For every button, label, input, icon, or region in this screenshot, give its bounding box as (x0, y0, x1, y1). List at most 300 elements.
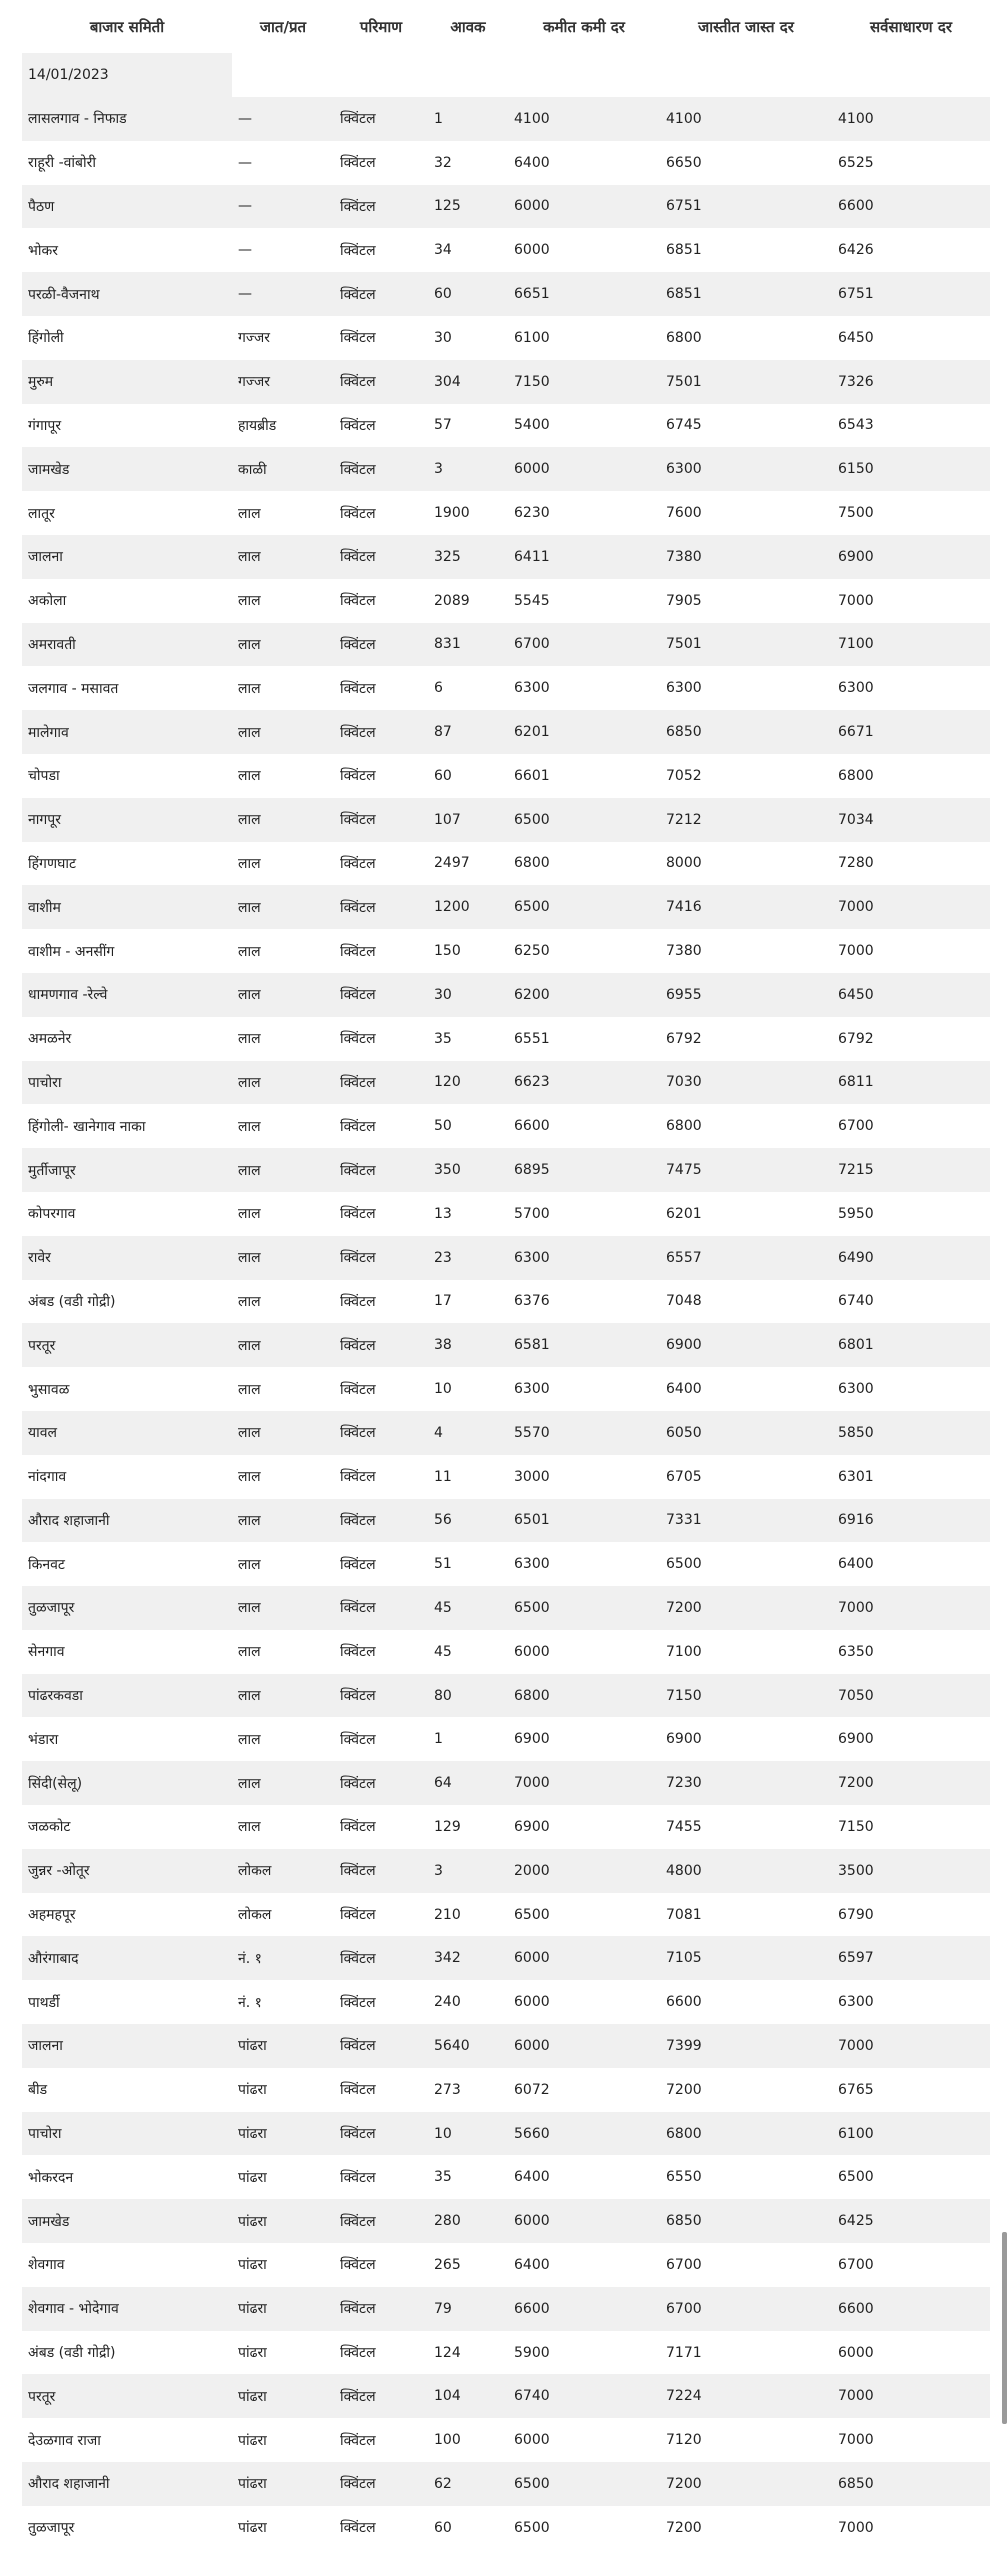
modal-rate-cell: 7000 (832, 2024, 990, 2068)
min-rate-cell: 5900 (508, 2331, 660, 2375)
max-rate-cell: 6900 (660, 1717, 832, 1761)
unit-cell: क्विंटल (334, 929, 428, 973)
min-rate-cell: 6000 (508, 1936, 660, 1980)
modal-rate-cell: 6525 (832, 141, 990, 185)
modal-rate-cell: 6916 (832, 1499, 990, 1543)
date-cell: 14/01/2023 (22, 53, 232, 97)
arrival-cell: 100 (428, 2418, 508, 2462)
unit-cell: क्विंटल (334, 2155, 428, 2199)
modal-rate-cell: 6543 (832, 404, 990, 448)
arrival-cell: 3 (428, 1849, 508, 1893)
unit-cell: क्विंटल (334, 2462, 428, 2506)
max-rate-cell: 7171 (660, 2331, 832, 2375)
market-cell: अकोला (22, 579, 232, 623)
unit-cell: क्विंटल (334, 228, 428, 272)
min-rate-cell: 6072 (508, 2068, 660, 2112)
min-rate-cell: 6623 (508, 1061, 660, 1105)
modal-rate-cell: 6300 (832, 666, 990, 710)
modal-rate-cell: 6600 (832, 2287, 990, 2331)
arrival-cell: 129 (428, 1805, 508, 1849)
modal-rate-cell: 6700 (832, 2243, 990, 2287)
unit-cell: क्विंटल (334, 316, 428, 360)
variety-cell: लाल (232, 929, 334, 973)
min-rate-cell: 6000 (508, 2418, 660, 2462)
table-row (22, 710, 990, 754)
table-header-row (22, 0, 990, 53)
table-row (22, 491, 990, 535)
min-rate-cell: 6100 (508, 316, 660, 360)
variety-cell: लाल (232, 491, 334, 535)
table-row (22, 2331, 990, 2375)
modal-rate-cell: 7100 (832, 623, 990, 667)
market-cell: जालना (22, 535, 232, 579)
table-row (22, 447, 990, 491)
min-rate-cell: 6651 (508, 272, 660, 316)
table-row (22, 1017, 990, 1061)
arrival-cell: 38 (428, 1323, 508, 1367)
min-rate-cell: 6800 (508, 842, 660, 886)
table-row (22, 2199, 990, 2243)
table-row (22, 754, 990, 798)
unit-cell: क्विंटल (334, 2287, 428, 2331)
max-rate-cell: 7501 (660, 623, 832, 667)
min-rate-cell: 6740 (508, 2374, 660, 2418)
market-rates-table (22, 0, 990, 2550)
modal-rate-cell: 6751 (832, 272, 990, 316)
modal-rate-cell: 6450 (832, 316, 990, 360)
variety-cell: लाल (232, 1192, 334, 1236)
min-rate-cell: 6000 (508, 185, 660, 229)
market-cell: बीड (22, 2068, 232, 2112)
modal-rate-cell: 6400 (832, 1542, 990, 1586)
unit-cell: क्विंटल (334, 2024, 428, 2068)
market-cell: जामखेड (22, 447, 232, 491)
min-rate-cell: 5660 (508, 2112, 660, 2156)
variety-cell: लाल (232, 1061, 334, 1105)
arrival-cell: 210 (428, 1893, 508, 1937)
modal-rate-cell: 6900 (832, 1717, 990, 1761)
table-row (22, 141, 990, 185)
market-cell: पाचोरा (22, 2112, 232, 2156)
arrival-cell: 240 (428, 1980, 508, 2024)
min-rate-cell: 6000 (508, 1980, 660, 2024)
max-rate-cell: 7081 (660, 1893, 832, 1937)
unit-cell: क्विंटल (334, 2418, 428, 2462)
table-row (22, 185, 990, 229)
unit-cell: क्विंटल (334, 1104, 428, 1148)
modal-rate-cell: 6100 (832, 2112, 990, 2156)
market-cell: चोपडा (22, 754, 232, 798)
max-rate-cell: 6050 (660, 1411, 832, 1455)
min-rate-cell: 6250 (508, 929, 660, 973)
unit-cell: क्विंटल (334, 535, 428, 579)
min-rate-cell: 6501 (508, 1499, 660, 1543)
variety-cell: नं. १ (232, 1936, 334, 1980)
market-cell: हिंगोली- खानेगाव नाका (22, 1104, 232, 1148)
market-cell: अहमहपूर (22, 1893, 232, 1937)
unit-cell: क्विंटल (334, 1236, 428, 1280)
max-rate-cell: 4800 (660, 1849, 832, 1893)
unit-cell: क्विंटल (334, 1411, 428, 1455)
arrival-cell: 107 (428, 798, 508, 842)
table-row (22, 1542, 990, 1586)
min-rate-cell: 6700 (508, 623, 660, 667)
modal-rate-cell: 6790 (832, 1893, 990, 1937)
modal-rate-cell: 5850 (832, 1411, 990, 1455)
min-rate-cell: 3000 (508, 1455, 660, 1499)
arrival-cell: 45 (428, 1630, 508, 1674)
arrival-cell: 1 (428, 1717, 508, 1761)
variety-cell: काळी (232, 447, 334, 491)
modal-rate-cell: 6500 (832, 2155, 990, 2199)
unit-cell: क्विंटल (334, 842, 428, 886)
market-cell: लातूर (22, 491, 232, 535)
variety-cell: पांढरा (232, 2155, 334, 2199)
min-rate-cell: 6581 (508, 1323, 660, 1367)
variety-cell: लाल (232, 1236, 334, 1280)
min-rate-cell: 6201 (508, 710, 660, 754)
unit-cell: क्विंटल (334, 2199, 428, 2243)
modal-rate-cell: 6150 (832, 447, 990, 491)
max-rate-cell: 6900 (660, 1323, 832, 1367)
variety-cell: पांढरा (232, 2418, 334, 2462)
min-rate-cell: 6000 (508, 447, 660, 491)
market-cell: सिंदी(सेलू) (22, 1761, 232, 1805)
table-row (22, 1849, 990, 1893)
unit-cell: क्विंटल (334, 491, 428, 535)
market-cell: किनवट (22, 1542, 232, 1586)
table-row (22, 1148, 990, 1192)
market-cell: यावल (22, 1411, 232, 1455)
min-rate-cell: 6000 (508, 228, 660, 272)
header-market-committee: बाजार समिती (89, 17, 165, 36)
table-row (22, 1980, 990, 2024)
max-rate-cell: 6850 (660, 2199, 832, 2243)
table-row (22, 2418, 990, 2462)
variety-cell: पांढरा (232, 2462, 334, 2506)
unit-cell: क्विंटल (334, 2506, 428, 2550)
variety-cell: लाल (232, 754, 334, 798)
table-row (22, 2287, 990, 2331)
min-rate-cell: 6500 (508, 798, 660, 842)
max-rate-cell: 6500 (660, 1542, 832, 1586)
variety-cell: लाल (232, 1586, 334, 1630)
modal-rate-cell: 6597 (832, 1936, 990, 1980)
scrollbar-thumb[interactable] (1002, 2232, 1007, 2424)
max-rate-cell: 7200 (660, 1586, 832, 1630)
market-cell: अमळनेर (22, 1017, 232, 1061)
modal-rate-cell: 6800 (832, 754, 990, 798)
max-rate-cell: 7105 (660, 1936, 832, 1980)
modal-rate-cell: 7000 (832, 929, 990, 973)
arrival-cell: 23 (428, 1236, 508, 1280)
min-rate-cell: 6000 (508, 1630, 660, 1674)
unit-cell: क्विंटल (334, 2374, 428, 2418)
header-modal-rate: सर्वसाधारण दर (870, 17, 952, 36)
min-rate-cell: 6500 (508, 1893, 660, 1937)
variety-cell: पांढरा (232, 2112, 334, 2156)
table-row (22, 1893, 990, 1937)
modal-rate-cell: 6671 (832, 710, 990, 754)
table-row (22, 535, 990, 579)
modal-rate-cell: 3500 (832, 1849, 990, 1893)
unit-cell: क्विंटल (334, 885, 428, 929)
max-rate-cell: 7380 (660, 535, 832, 579)
table-row (22, 316, 990, 360)
min-rate-cell: 6500 (508, 885, 660, 929)
header-variety: जात/प्रत (259, 17, 307, 36)
unit-cell: क्विंटल (334, 798, 428, 842)
arrival-cell: 45 (428, 1586, 508, 1630)
max-rate-cell: 6751 (660, 185, 832, 229)
table-row (22, 1236, 990, 1280)
max-rate-cell: 6745 (660, 404, 832, 448)
modal-rate-cell: 7500 (832, 491, 990, 535)
unit-cell: क्विंटल (334, 973, 428, 1017)
unit-cell: क्विंटल (334, 1192, 428, 1236)
arrival-cell: 79 (428, 2287, 508, 2331)
table-row (22, 842, 990, 886)
modal-rate-cell: 7000 (832, 2506, 990, 2550)
market-cell: जुन्नर -ओतूर (22, 1849, 232, 1893)
table-row (22, 2155, 990, 2199)
table-body (22, 53, 990, 2550)
arrival-cell: 273 (428, 2068, 508, 2112)
variety-cell: पांढरा (232, 2506, 334, 2550)
variety-cell: लाल (232, 1367, 334, 1411)
min-rate-cell: 6600 (508, 1104, 660, 1148)
modal-rate-cell: 6600 (832, 185, 990, 229)
unit-cell: क्विंटल (334, 1148, 428, 1192)
market-cell: औरंगाबाद (22, 1936, 232, 1980)
arrival-cell: 120 (428, 1061, 508, 1105)
market-cell: शेवगाव (22, 2243, 232, 2287)
header-arrival: आवक (450, 17, 486, 36)
max-rate-cell: 7150 (660, 1674, 832, 1718)
min-rate-cell: 6376 (508, 1280, 660, 1324)
variety-cell: — (232, 185, 334, 229)
min-rate-cell: 6551 (508, 1017, 660, 1061)
variety-cell: — (232, 228, 334, 272)
min-rate-cell: 5570 (508, 1411, 660, 1455)
arrival-cell: 10 (428, 1367, 508, 1411)
market-cell: सेनगाव (22, 1630, 232, 1674)
unit-cell: क्विंटल (334, 272, 428, 316)
min-rate-cell: 6300 (508, 1236, 660, 1280)
date-row (22, 53, 990, 97)
variety-cell: लाल (232, 973, 334, 1017)
market-cell: अंबड (वडी गोद्री) (22, 1280, 232, 1324)
max-rate-cell: 6955 (660, 973, 832, 1017)
table-row (22, 1411, 990, 1455)
market-cell: नागपूर (22, 798, 232, 842)
max-rate-cell: 7399 (660, 2024, 832, 2068)
header-unit: परिमाण (359, 17, 403, 36)
modal-rate-cell: 7280 (832, 842, 990, 886)
arrival-cell: 1200 (428, 885, 508, 929)
arrival-cell: 2089 (428, 579, 508, 623)
max-rate-cell: 6300 (660, 447, 832, 491)
market-cell: भोकर (22, 228, 232, 272)
modal-rate-cell: 5950 (832, 1192, 990, 1236)
market-cell: औराद शहाजानी (22, 2462, 232, 2506)
table-row (22, 1499, 990, 1543)
unit-cell: क्विंटल (334, 754, 428, 798)
variety-cell: लोकल (232, 1849, 334, 1893)
unit-cell: क्विंटल (334, 579, 428, 623)
arrival-cell: 57 (428, 404, 508, 448)
unit-cell: क्विंटल (334, 666, 428, 710)
market-cell: हिंगणघाट (22, 842, 232, 886)
arrival-cell: 10 (428, 2112, 508, 2156)
variety-cell: पांढरा (232, 2024, 334, 2068)
max-rate-cell: 7331 (660, 1499, 832, 1543)
modal-rate-cell: 6850 (832, 2462, 990, 2506)
table-row (22, 2243, 990, 2287)
market-cell: परतूर (22, 1323, 232, 1367)
min-rate-cell: 6400 (508, 2243, 660, 2287)
arrival-cell: 60 (428, 272, 508, 316)
unit-cell: क्विंटल (334, 1455, 428, 1499)
market-cell: लासलगाव - निफाड (22, 97, 232, 141)
unit-cell: क्विंटल (334, 2243, 428, 2287)
min-rate-cell: 4100 (508, 97, 660, 141)
max-rate-cell: 7052 (660, 754, 832, 798)
max-rate-cell: 7380 (660, 929, 832, 973)
unit-cell: क्विंटल (334, 1367, 428, 1411)
max-rate-cell: 6792 (660, 1017, 832, 1061)
arrival-cell: 35 (428, 2155, 508, 2199)
max-rate-cell: 7224 (660, 2374, 832, 2418)
modal-rate-cell: 6450 (832, 973, 990, 1017)
market-cell: तुळजापूर (22, 2506, 232, 2550)
table-row (22, 1323, 990, 1367)
modal-rate-cell: 7000 (832, 885, 990, 929)
table-row (22, 1674, 990, 1718)
market-cell: परळी-वैजनाथ (22, 272, 232, 316)
variety-cell: पांढरा (232, 2374, 334, 2418)
modal-rate-cell: 6490 (832, 1236, 990, 1280)
unit-cell: क्विंटल (334, 185, 428, 229)
modal-rate-cell: 6426 (832, 228, 990, 272)
min-rate-cell: 5545 (508, 579, 660, 623)
table-row (22, 929, 990, 973)
min-rate-cell: 5400 (508, 404, 660, 448)
unit-cell: क्विंटल (334, 1061, 428, 1105)
min-rate-cell: 2000 (508, 1849, 660, 1893)
variety-cell: पांढरा (232, 2243, 334, 2287)
arrival-cell: 150 (428, 929, 508, 973)
max-rate-cell: 6850 (660, 710, 832, 754)
modal-rate-cell: 7215 (832, 1148, 990, 1192)
arrival-cell: 64 (428, 1761, 508, 1805)
arrival-cell: 50 (428, 1104, 508, 1148)
market-cell: मुरुम (22, 360, 232, 404)
max-rate-cell: 6800 (660, 316, 832, 360)
variety-cell: लाल (232, 1542, 334, 1586)
modal-rate-cell: 7150 (832, 1805, 990, 1849)
arrival-cell: 280 (428, 2199, 508, 2243)
variety-cell: लोकल (232, 1893, 334, 1937)
market-cell: पैठण (22, 185, 232, 229)
table-row (22, 404, 990, 448)
variety-cell: — (232, 97, 334, 141)
modal-rate-cell: 6765 (832, 2068, 990, 2112)
table-row (22, 2374, 990, 2418)
max-rate-cell: 4100 (660, 97, 832, 141)
max-rate-cell: 7501 (660, 360, 832, 404)
unit-cell: क्विंटल (334, 1761, 428, 1805)
max-rate-cell: 6800 (660, 2112, 832, 2156)
unit-cell: क्विंटल (334, 1499, 428, 1543)
table-row (22, 2068, 990, 2112)
max-rate-cell: 7100 (660, 1630, 832, 1674)
table-row (22, 360, 990, 404)
max-rate-cell: 7416 (660, 885, 832, 929)
table-row (22, 885, 990, 929)
min-rate-cell: 6800 (508, 1674, 660, 1718)
min-rate-cell: 6900 (508, 1805, 660, 1849)
market-cell: मुर्तीजापूर (22, 1148, 232, 1192)
variety-cell: लाल (232, 1148, 334, 1192)
table-row (22, 1192, 990, 1236)
unit-cell: क्विंटल (334, 2331, 428, 2375)
modal-rate-cell: 6300 (832, 1367, 990, 1411)
max-rate-cell: 6201 (660, 1192, 832, 1236)
min-rate-cell: 6500 (508, 2506, 660, 2550)
max-rate-cell: 6550 (660, 2155, 832, 2199)
market-cell: भोकरदन (22, 2155, 232, 2199)
modal-rate-cell: 6300 (832, 1980, 990, 2024)
unit-cell: क्विंटल (334, 2068, 428, 2112)
market-cell: गंगापूर (22, 404, 232, 448)
unit-cell: क्विंटल (334, 1017, 428, 1061)
unit-cell: क्विंटल (334, 1805, 428, 1849)
date-row-spacer (232, 53, 990, 97)
variety-cell: लाल (232, 579, 334, 623)
variety-cell: लाल (232, 1717, 334, 1761)
market-cell: औराद शहाजानी (22, 1499, 232, 1543)
market-cell: राहूरी -वांबोरी (22, 141, 232, 185)
variety-cell: लाल (232, 535, 334, 579)
min-rate-cell: 6895 (508, 1148, 660, 1192)
unit-cell: क्विंटल (334, 447, 428, 491)
table-row (22, 2024, 990, 2068)
max-rate-cell: 7455 (660, 1805, 832, 1849)
min-rate-cell: 6300 (508, 1542, 660, 1586)
modal-rate-cell: 6350 (832, 1630, 990, 1674)
variety-cell: गज्जर (232, 360, 334, 404)
unit-cell: क्विंटल (334, 1542, 428, 1586)
arrival-cell: 35 (428, 1017, 508, 1061)
min-rate-cell: 6500 (508, 1586, 660, 1630)
variety-cell: नं. १ (232, 1980, 334, 2024)
max-rate-cell: 7200 (660, 2068, 832, 2112)
table-row (22, 666, 990, 710)
unit-cell: क्विंटल (334, 1280, 428, 1324)
arrival-cell: 32 (428, 141, 508, 185)
arrival-cell: 304 (428, 360, 508, 404)
table-row (22, 1367, 990, 1411)
table-row (22, 1455, 990, 1499)
modal-rate-cell: 6000 (832, 2331, 990, 2375)
unit-cell: क्विंटल (334, 710, 428, 754)
market-cell: कोपरगाव (22, 1192, 232, 1236)
arrival-cell: 17 (428, 1280, 508, 1324)
modal-rate-cell: 7000 (832, 2374, 990, 2418)
arrival-cell: 831 (428, 623, 508, 667)
market-cell: परतूर (22, 2374, 232, 2418)
